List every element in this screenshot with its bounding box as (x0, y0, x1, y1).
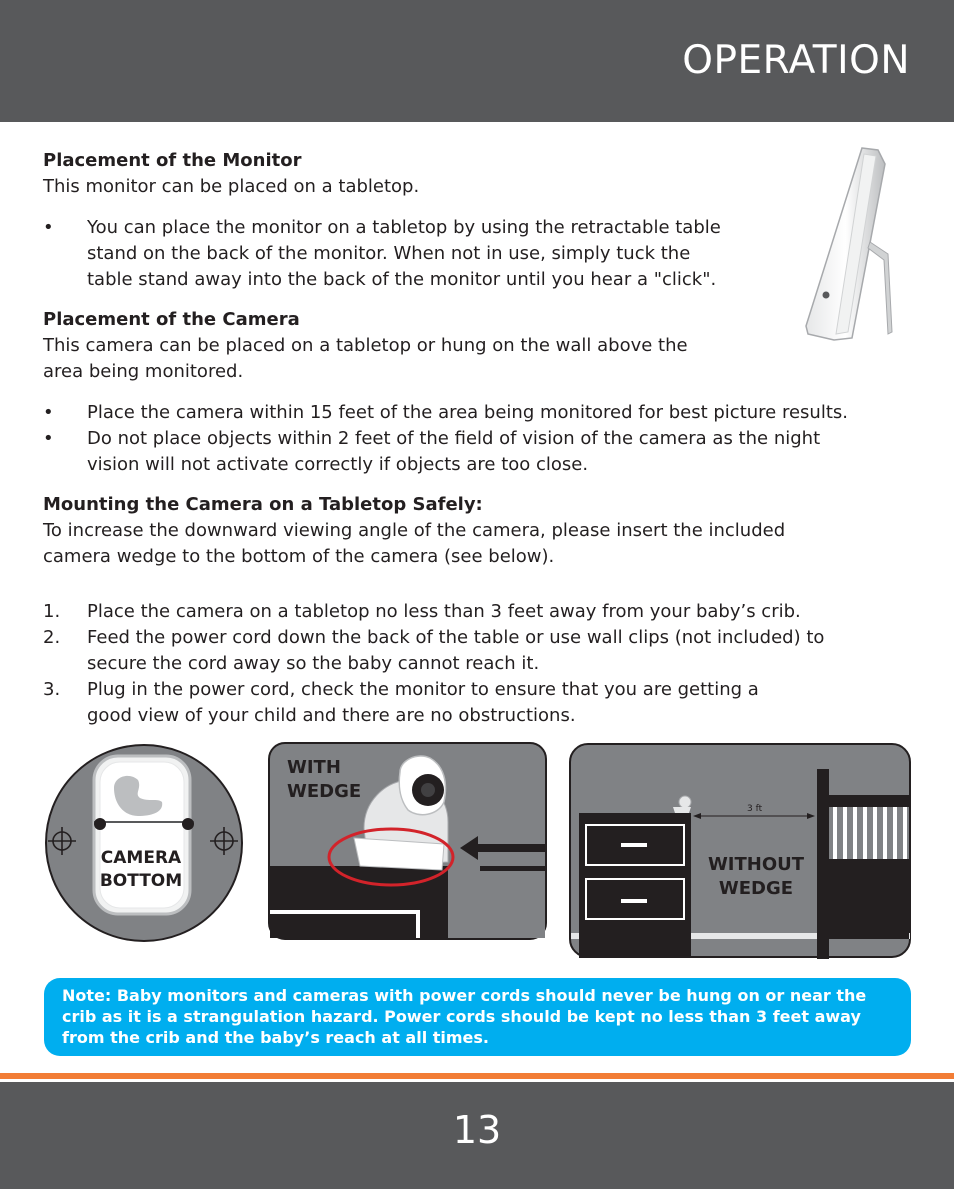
without-wedge-label-line-2: WEDGE (718, 878, 794, 899)
camera-placement-intro (43, 333, 688, 385)
camera-intro-line-2: area being monitored. (43, 361, 244, 382)
bullet-glyph: • (43, 428, 54, 449)
camera-bottom-label-line-1: CAMERA (100, 848, 182, 868)
note-line-1: Note: Baby monitors and cameras with power cords should never be hung on or near the (62, 986, 867, 1005)
step-number: 1. (43, 601, 61, 622)
step-3-line-1: Plug in the power cord, check the monitor to ensure that you are getting a (87, 679, 759, 700)
bullet-glyph: • (43, 402, 54, 423)
mounting-intro-line-1: To increase the downward viewing angle of the camera, please insert the included (43, 520, 786, 541)
with-wedge-label-line-1: WITH (287, 757, 341, 778)
step-2-line-2: secure the cord away so the baby cannot reach it. (87, 653, 540, 674)
without-wedge-label-line-1: WITHOUT (707, 854, 805, 875)
camera-bottom-figure (44, 744, 248, 944)
step-3-line-2: good view of your child and there are no obstructions. (87, 705, 576, 726)
with-wedge-label-line-2: WEDGE (287, 781, 362, 802)
note-line-2: crib as it is a strangulation hazard. Power cords should be kept no less than 3 feet away (62, 1007, 861, 1026)
mounting-heading: Mounting the Camera on a Tabletop Safely: (43, 494, 483, 515)
camera-bottom-label-line-2: BOTTOM (99, 871, 183, 891)
safety-note (44, 978, 911, 1056)
mounting-intro-line-2: camera wedge to the bottom of the camera (see below). (43, 546, 555, 567)
step-2-line-1: Feed the power cord down the back of the table or use wall clips (not included) to (87, 627, 825, 648)
step-number: 2. (43, 627, 61, 648)
camera-placement-heading: Placement of the Camera (43, 309, 300, 330)
footer-divider (0, 1073, 954, 1079)
camera-bullet-2-line-1: Do not place objects within 2 feet of the field of vision of the camera as the night (87, 428, 821, 449)
mounting-intro (43, 518, 785, 570)
step-number: 3. (43, 679, 61, 700)
without-wedge-figure (569, 743, 912, 959)
camera-bullet-2-line-2: vision will not activate correctly if objects are too close. (87, 454, 589, 475)
with-wedge-figure (268, 742, 550, 942)
monitor-bullet-1-line-3: table stand away into the back of the monitor until you hear a "click". (87, 269, 717, 290)
distance-label: 3 ft (747, 804, 763, 814)
page-title: OPERATION (682, 38, 910, 83)
step-1-line-1: Place the camera on a tabletop no less than 3 feet away from your baby’s crib. (87, 601, 801, 622)
camera-intro-line-1: This camera can be placed on a tabletop or hung on the wall above the (43, 335, 688, 356)
monitor-on-stand-illustration (790, 142, 920, 346)
page-number: 13 (452, 1108, 502, 1152)
monitor-button-icon (823, 292, 830, 299)
page-header (0, 0, 954, 122)
bullet-glyph: • (43, 217, 54, 238)
camera-bullet-1-line-1: Place the camera within 15 feet of the area being monitored for best picture results. (87, 402, 848, 423)
page-footer (0, 1082, 954, 1189)
monitor-placement-heading: Placement of the Monitor (43, 150, 302, 171)
note-line-3: from the crib and the baby’s reach at all times. (62, 1028, 489, 1047)
monitor-placement-intro: This monitor can be placed on a tabletop. (43, 176, 420, 197)
monitor-bullet-1-line-2: stand on the back of the monitor. When not in use, simply tuck the (87, 243, 691, 264)
monitor-bullet-1-line-1: You can place the monitor on a tabletop by using the retractable table (87, 217, 721, 238)
